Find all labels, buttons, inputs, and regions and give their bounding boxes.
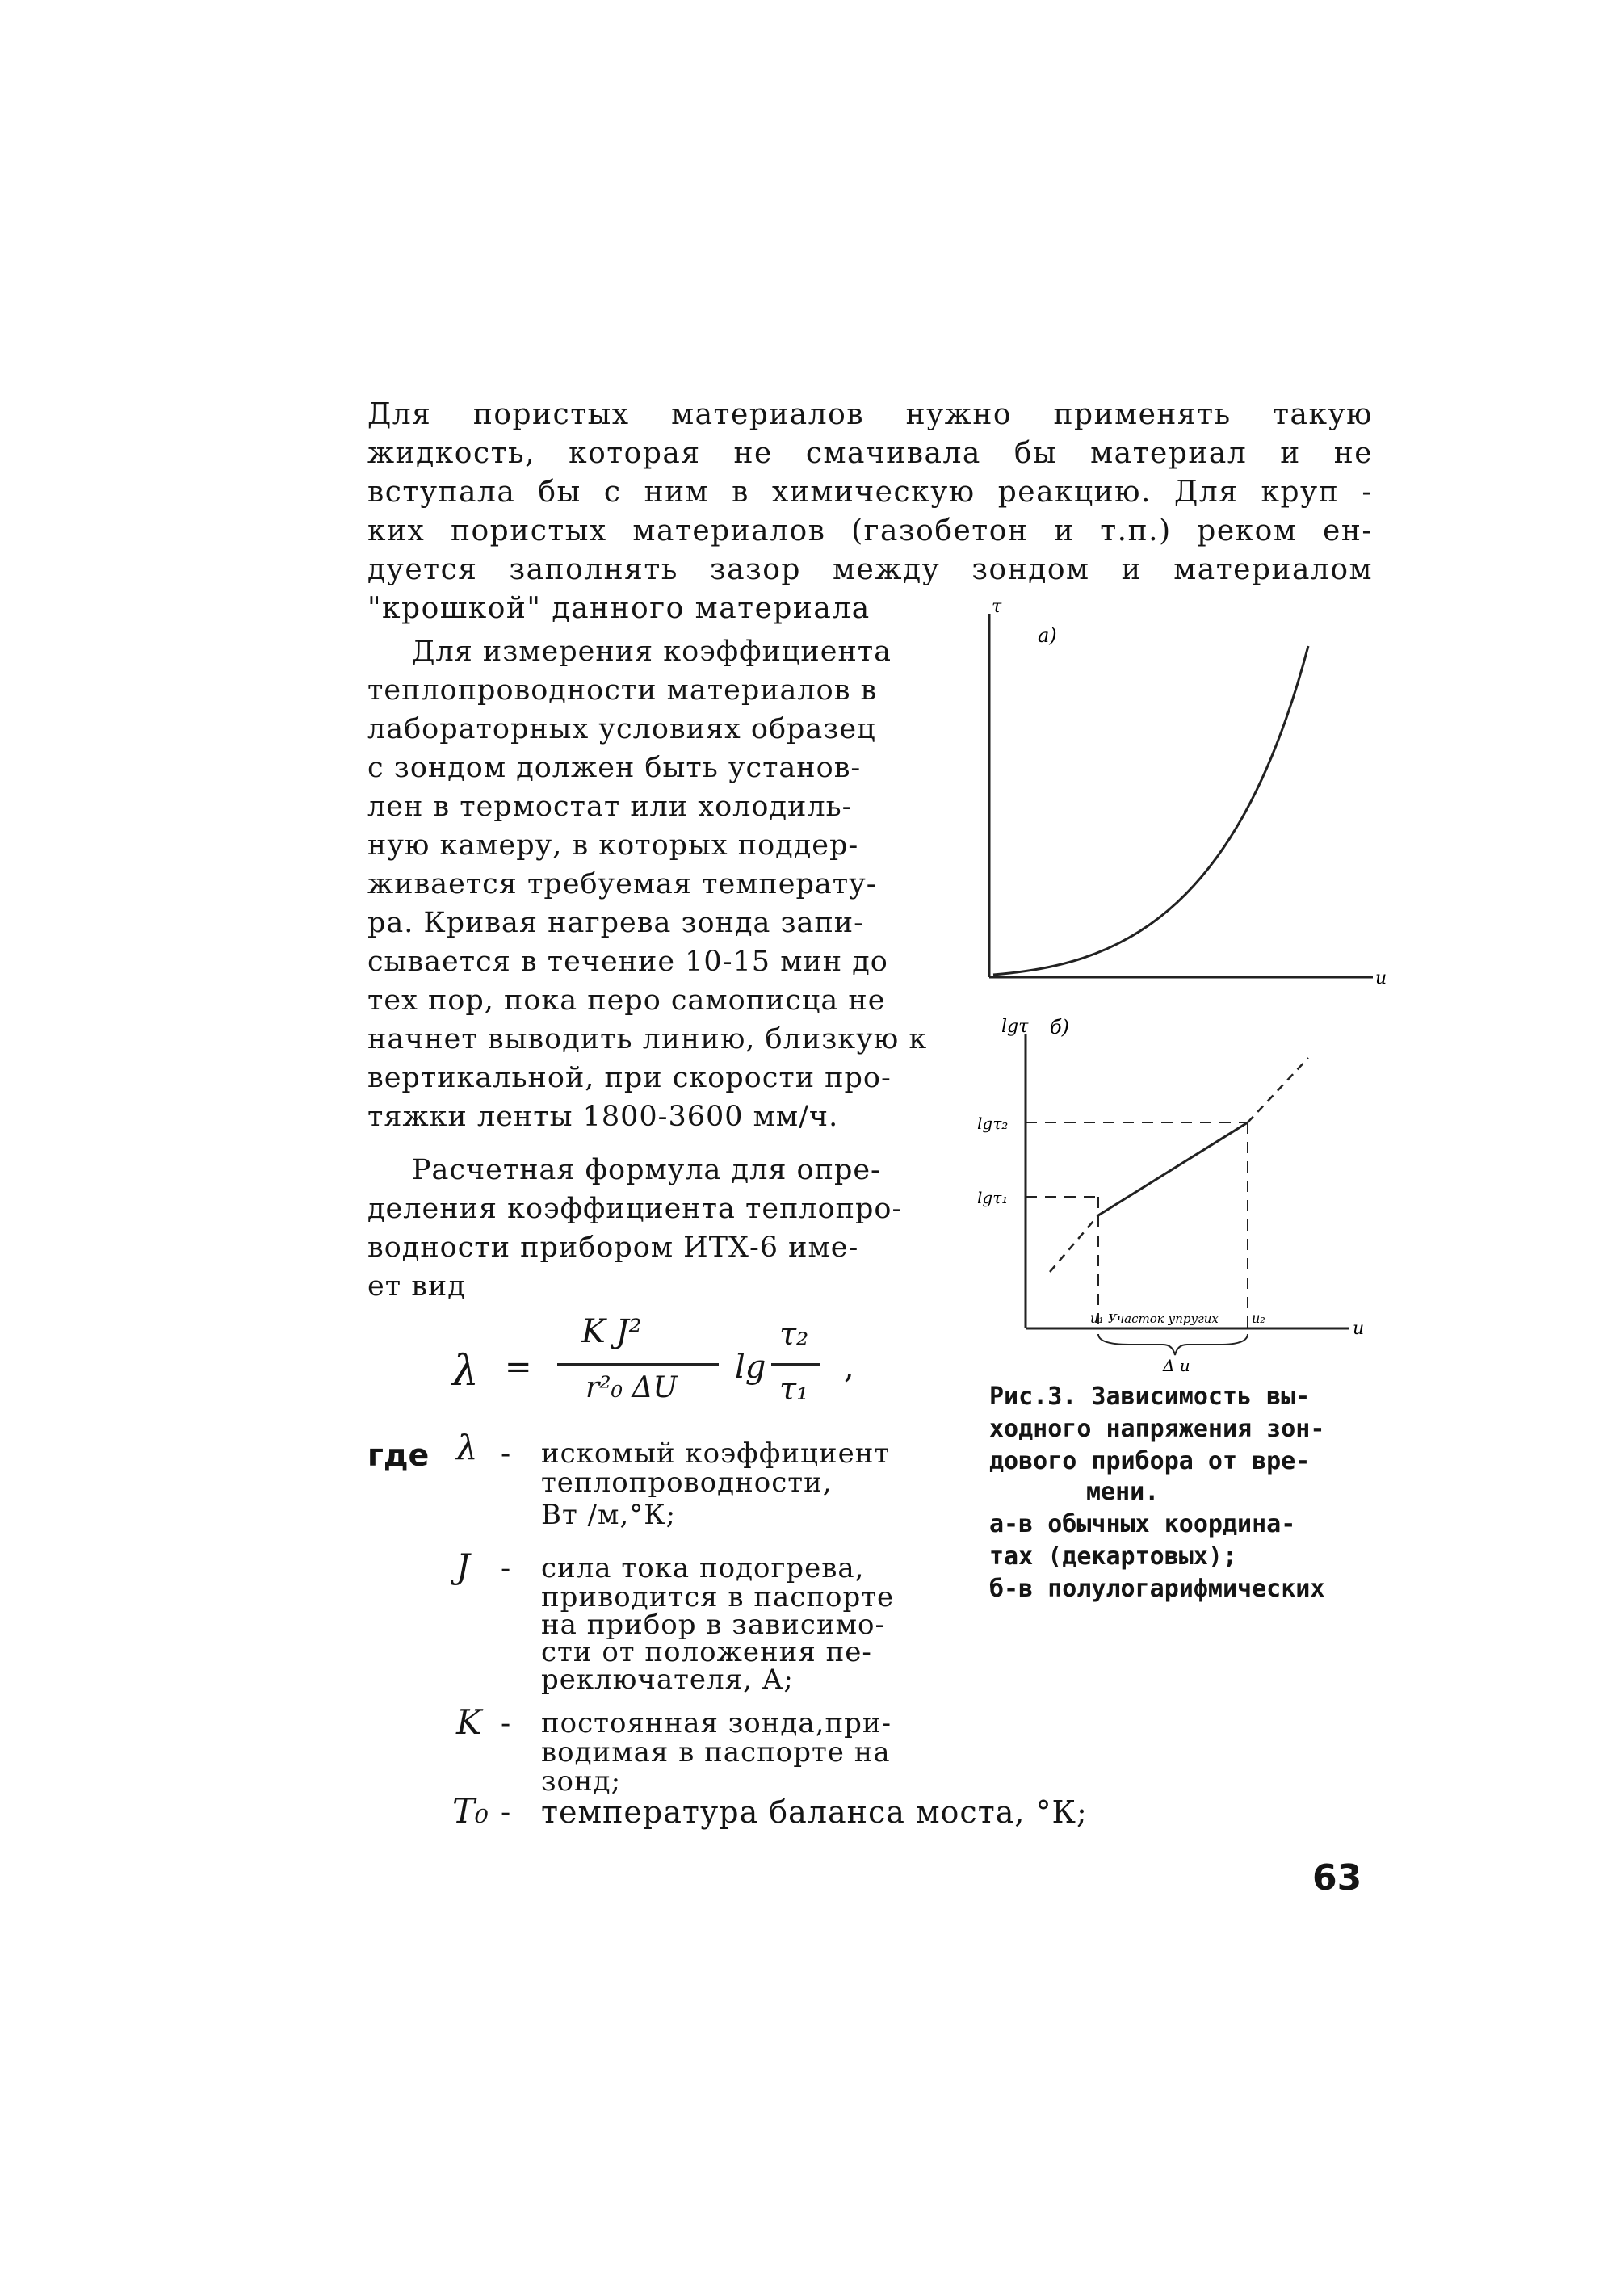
term-dash: - — [501, 1437, 511, 1471]
caption-line: ходного напряжения зон- — [989, 1415, 1325, 1443]
term-line: зонд; — [541, 1765, 622, 1798]
formula-log: lg — [735, 1349, 766, 1386]
col-line: тяжки ленты 1800-3600 мм/ч. — [367, 1101, 839, 1133]
formula-numerator: K J² — [581, 1313, 642, 1350]
col-line: лен в термостат или холодиль- — [367, 791, 853, 823]
term-line: сти от положения пе- — [541, 1636, 872, 1668]
panel-a-y-axis-label: τ — [992, 598, 1002, 617]
caption-line: дового прибора от вре- — [989, 1447, 1311, 1475]
page-number: 63 — [1312, 1857, 1362, 1899]
term-symbol: T₀ — [452, 1791, 489, 1831]
formula-ratio-top: τ₂ — [779, 1316, 809, 1352]
panel-b-x-tick-1: u₁ — [1090, 1311, 1104, 1326]
term-line: постоянная зонда,при- — [541, 1707, 892, 1739]
col-line: теплопроводности материалов в — [367, 674, 878, 707]
intro-line: вступала бы с ним в химическую реакцию. Для круп - — [367, 476, 1373, 509]
intro-line: "крошкой" данного материала — [367, 592, 871, 625]
col-line: тех пор, пока перо самописца не — [367, 984, 886, 1017]
term-line: на прибор в зависимо- — [541, 1609, 886, 1641]
term-dash: - — [501, 1707, 511, 1740]
panel-b-x-tick-2: u₂ — [1252, 1311, 1265, 1326]
intro-line: Для пористых материалов нужно применять такую — [367, 398, 1373, 431]
figure-svg — [969, 598, 1389, 1373]
caption-line: Рис.3. Зависимость вы- — [989, 1383, 1311, 1411]
col-line: водности прибором ИТХ-6 име- — [367, 1232, 859, 1264]
panel-b-x-span-label: Участок упругих — [1108, 1311, 1219, 1326]
panel-b-x-axis-label: u — [1353, 1319, 1365, 1339]
caption-line: тах (декартовых); — [989, 1542, 1238, 1571]
term-line: искомый коэффициент — [541, 1437, 891, 1470]
term-line: водимая в паспорте на — [541, 1736, 891, 1769]
col-line: ную камеру, в которых поддер- — [367, 829, 859, 862]
panel-a-x-axis-label: u — [1375, 968, 1387, 988]
col-line: живается требуемая температу- — [367, 868, 877, 900]
panel-b-y-tick-upper: lgτ₂ — [977, 1114, 1009, 1133]
formula-ratio-bottom: τ₁ — [779, 1371, 809, 1407]
panel-b-upper-extension — [1248, 1058, 1308, 1122]
figure — [969, 598, 1389, 1373]
formula — [444, 1308, 896, 1421]
panel-b-y-axis-label: lgτ — [1001, 1017, 1029, 1037]
formula-ratio-bar — [771, 1363, 820, 1366]
panel-b-delta-brace — [1098, 1334, 1248, 1355]
intro-line: ких пористых материалов (газобетон и т.п.) реком ен- — [367, 514, 1373, 548]
term-line: приводится в паспорте — [541, 1581, 895, 1613]
caption-line: мени. — [1086, 1478, 1160, 1506]
formula-equals: = — [505, 1349, 532, 1386]
col-line: начнет выводить линию, близкую к — [367, 1023, 928, 1055]
caption-line: а-в обычных координа- — [989, 1510, 1296, 1538]
panel-b-y-tick-lower: lgτ₁ — [977, 1188, 1009, 1207]
caption-line: б-в полулогарифмических — [989, 1575, 1325, 1603]
term-dash: - — [501, 1796, 511, 1829]
panel-b-linear-segment — [1098, 1122, 1248, 1215]
term-line: реключателя, А; — [541, 1664, 794, 1696]
formula-comma: , — [844, 1349, 854, 1386]
term-symbol: J — [456, 1546, 470, 1586]
panel-a — [989, 598, 1387, 988]
term-line: теплопроводности, — [541, 1466, 833, 1499]
intro-line: жидкость, которая не смачивала бы материал и не — [367, 437, 1373, 470]
col-line: лабораторных условиях образец — [367, 713, 876, 745]
panel-b-lower-extension — [1050, 1215, 1098, 1272]
formula-fraction-bar — [557, 1363, 719, 1366]
term-line: сила тока подогрева, — [541, 1552, 865, 1584]
formula-denominator: r²₀ ΔU — [585, 1371, 678, 1404]
col-line: деления коэффициента теплопро- — [367, 1193, 903, 1225]
panel-b-label: б) — [1050, 1016, 1070, 1038]
panel-a-label: а) — [1038, 624, 1057, 647]
col-line: Расчетная формула для опре- — [412, 1154, 881, 1186]
panel-b-delta-label: Δ u — [1163, 1356, 1190, 1373]
col-line: сывается в течение 10-15 мин до — [367, 946, 888, 978]
term-dash: - — [501, 1552, 511, 1585]
col-line: ет вид — [367, 1270, 466, 1303]
term-line: температура баланса моста, °К; — [541, 1794, 1088, 1830]
formula-lhs: λ — [452, 1347, 479, 1395]
col-line: вертикальной, при скорости про- — [367, 1062, 892, 1094]
col-line: Для измерения коэффициента — [412, 636, 892, 668]
term-line: Вт /м,°К; — [541, 1499, 677, 1531]
col-line: с зондом должен быть установ- — [367, 752, 862, 784]
panel-b — [977, 1016, 1364, 1373]
term-symbol: λ — [456, 1428, 478, 1467]
intro-line: дуется заполнять зазор между зондом и материалом — [367, 553, 1373, 586]
panel-a-heating-curve — [993, 646, 1308, 975]
col-line: ра. Кривая нагрева зонда запи- — [367, 907, 864, 939]
term-symbol: K — [456, 1702, 482, 1742]
where-label: где — [367, 1437, 430, 1473]
